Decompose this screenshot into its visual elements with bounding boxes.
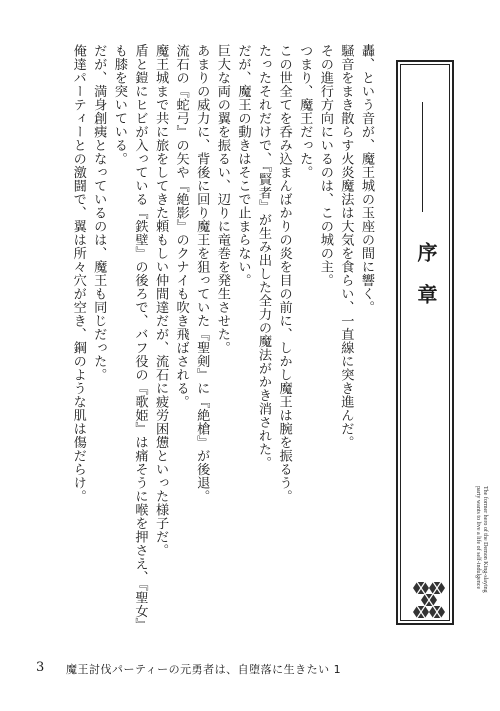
page-number: 3 (36, 660, 45, 675)
text-line: も膝を突いている。 (111, 44, 127, 166)
body-text (58, 44, 376, 632)
text-line: 轟、という音が、魔王城の玉座の間に響く。 (359, 44, 374, 314)
text-line: たったそれだけで、『賢者』が生み出した全力の魔法がかき消された。 (256, 44, 272, 470)
motto-line: party wants to live a life of self-indulgence (475, 486, 481, 590)
text-line: 魔王城まで共に旅をしてきた頼もしい仲間達だが、流石に疲労困憊といった様子だ。 (153, 44, 169, 557)
text-line: その進行方向にいるのは、この城の主。 (317, 44, 333, 287)
text-line: 盾と鎧にヒビが入っている『鉄壁』の後ろで、バフ役の『歌姫』は痛そうに喉を押さえ、『聖女』 (132, 44, 148, 632)
text-line: だが、魔王の動きはそこで止まらない。 (235, 44, 251, 287)
text-line: だが、満身創痍となっているのは、魔王も同じだった。 (91, 44, 107, 382)
motto-line: The former hero of the Demon King-slaying (482, 486, 488, 593)
text-line: あまりの威力に、背後に回り魔王を狙っていた『聖剣』に『絶槍』が後退。 (194, 44, 210, 503)
text-line: 流石の『蛇弓』の矢や『絶影』のクナイも吹き飛ばされる。 (173, 44, 189, 409)
running-title: 魔王討伐パーティーの元勇者は、自堕落に生きたい 1 (66, 663, 342, 676)
text-line: 騒音をまき散らす火炎魔法は大気を食らい、一直線に突き進んだ。 (338, 44, 354, 449)
ornament-icon (412, 580, 446, 620)
text-line: 巨大な両の翼を振るい、辺りに竜巻を発生させた。 (214, 44, 230, 355)
text-line: この世全てを呑み込まんばかりの炎を目の前に、しかし魔王は腕を振るう。 (276, 44, 292, 503)
title-rule (422, 102, 423, 212)
english-subtitle (388, 486, 488, 593)
chapter-title: 序章 (414, 242, 438, 326)
text-line: 俺達パーティーとの激闘で、翼は所々穴が空き、鋼のような肌は傷だらけ。 (70, 44, 86, 503)
text-line: つまり、魔王だった。 (297, 44, 313, 179)
